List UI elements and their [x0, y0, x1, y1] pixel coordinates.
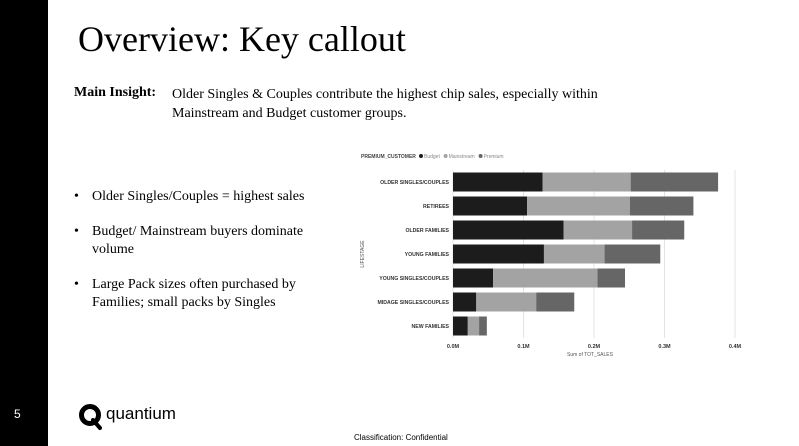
x-tick-label: 0.2M — [587, 344, 601, 350]
category-label: OLDER FAMILIES — [405, 228, 449, 234]
insight-label: Main Insight: — [74, 85, 157, 100]
bar-segment — [605, 245, 661, 264]
bar-segment — [631, 173, 718, 192]
sales-by-lifestage-chart — [357, 148, 757, 370]
bar-segment — [479, 317, 487, 336]
bar-segment — [544, 245, 605, 264]
bar-segment — [453, 221, 564, 240]
category-label: YOUNG SINGLES/COUPLES — [379, 276, 449, 282]
legend-label: Premium — [483, 154, 504, 160]
y-axis-title: LIFESTAGE — [360, 240, 366, 268]
bullet-item: • Older Singles/Couples = highest sales — [74, 188, 334, 206]
x-tick-label: 0.1M — [517, 344, 530, 350]
insight-text: Older Singles & Couples contribute the highest chip sales, especially within Mainstream and Budget customer groups. — [172, 87, 598, 121]
bar-segment — [453, 269, 493, 288]
category-label: YOUNG FAMILIES — [404, 252, 449, 258]
logo-text: quantium — [106, 404, 176, 423]
x-tick-label: 0.3M — [658, 344, 671, 350]
category-label: OLDER SINGLES/COUPLES — [380, 180, 449, 186]
category-label: NEW FAMILIES — [411, 324, 449, 330]
bar-segment — [598, 269, 625, 288]
category-label: RETIREES — [423, 204, 449, 210]
bar-segment — [493, 269, 597, 288]
legend-swatch — [444, 154, 448, 158]
bar-segment — [476, 293, 536, 312]
bar-segment — [564, 221, 632, 240]
bar-segment — [536, 293, 574, 312]
bullet-item: • Large Pack sizes often purchased by Families; small packs by Singles — [74, 276, 334, 312]
bar-segment — [543, 173, 631, 192]
legend-label: Budget — [424, 154, 440, 160]
bar-segment — [453, 197, 527, 216]
classification-label: Classification: Confidential — [354, 433, 448, 442]
category-label: MIDAGE SINGLES/COUPLES — [377, 300, 449, 306]
left-sidebar — [0, 0, 48, 446]
legend-swatch — [479, 154, 483, 158]
bar-segment — [453, 317, 468, 336]
legend-label: Mainstream — [448, 154, 475, 160]
bullet-item: • Budget/ Mainstream buyers dominate volume — [74, 223, 334, 259]
bar-segment — [527, 197, 630, 216]
slide-title: Overview: Key callout — [78, 19, 406, 59]
bullet-list — [74, 188, 334, 329]
bar-segment — [453, 293, 476, 312]
bar-segment — [468, 317, 479, 336]
bar-segment — [630, 197, 693, 216]
x-axis-title: Sum of TOT_SALES — [567, 352, 613, 358]
x-tick-label: 0.4M — [728, 344, 742, 350]
legend-title: PREMIUM_CUSTOMER — [361, 154, 416, 160]
bar-segment — [453, 245, 544, 264]
bar-segment — [632, 221, 684, 240]
x-tick-label: 0.0M — [446, 344, 460, 350]
bar-segment — [453, 173, 543, 192]
page-number: 5 — [14, 407, 21, 421]
legend-swatch — [419, 154, 423, 158]
